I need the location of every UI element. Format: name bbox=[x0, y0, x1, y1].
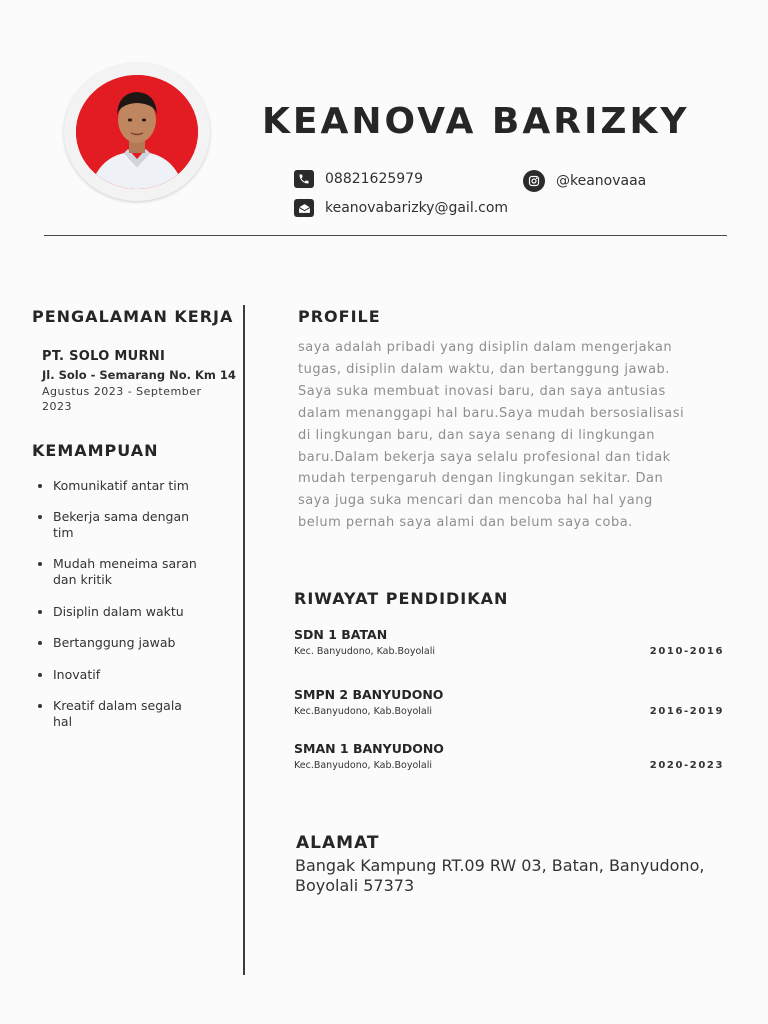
school-location: Kec.Banyudono, Kab.Boyolali bbox=[294, 760, 433, 771]
person-portrait-image bbox=[76, 75, 198, 189]
skill-text: Inovatif bbox=[53, 667, 101, 682]
skill-text: Bertanggung jawab bbox=[53, 635, 176, 650]
address-line: Boyolali 57373 bbox=[295, 875, 415, 895]
skill-text: Kreatif dalam segala bbox=[53, 698, 182, 713]
profile-photo-frame bbox=[64, 63, 210, 201]
skill-text: tim bbox=[53, 525, 74, 540]
profile-line: mudah terpengaruh dengan lingkungan sekitar. Dan bbox=[298, 471, 664, 487]
phone-contact bbox=[294, 170, 423, 188]
skill-text: Komunikatif antar tim bbox=[53, 478, 189, 493]
phone-number: 08821625979 bbox=[325, 171, 423, 187]
instagram-icon bbox=[523, 170, 545, 192]
skill-item bbox=[38, 635, 175, 651]
profile-line: saya adalah pribadi yang disiplin dalam mengerjakan bbox=[298, 340, 673, 355]
job-address: Jl. Solo - Semarang No. Km 14 bbox=[42, 368, 236, 382]
school-name: SMPN 2 BANYUDONO bbox=[294, 687, 444, 702]
address-text bbox=[295, 856, 735, 895]
profile-line: dalam menanggapi hal baru.Saya mudah bersosialisasi bbox=[298, 405, 685, 421]
instagram-handle: @keanovaaa bbox=[556, 173, 647, 189]
school-years: 2016-2019 bbox=[649, 706, 724, 717]
school-years: 2020-2023 bbox=[649, 760, 724, 771]
job-company: PT. SOLO MURNI bbox=[42, 349, 166, 364]
email-address: keanovabarizky@gail.com bbox=[325, 200, 509, 216]
mail-icon bbox=[294, 199, 314, 217]
phone-icon bbox=[294, 170, 314, 188]
skill-item bbox=[38, 478, 189, 494]
skill-text: hal bbox=[53, 714, 73, 729]
skills-heading: KEMAMPUAN bbox=[32, 441, 159, 460]
candidate-name: KEANOVA BARIZKY bbox=[262, 101, 690, 142]
experience-heading: PENGALAMAN KERJA bbox=[32, 307, 234, 326]
profile-text bbox=[298, 337, 728, 534]
column-divider bbox=[243, 305, 245, 975]
profile-line: tugas, disiplin dalam waktu, dan bertanggung jawab. bbox=[298, 361, 670, 377]
profile-line: Saya suka membuat inovasi baru, dan saya antusias bbox=[298, 383, 666, 399]
job-period-line: 2023 bbox=[42, 400, 72, 413]
skill-item bbox=[38, 604, 184, 620]
skill-item bbox=[38, 556, 197, 588]
profile-line: di lingkungan baru, dan saya senang di lingkungan bbox=[298, 427, 655, 443]
skill-text: dan kritik bbox=[53, 572, 112, 587]
address-heading: ALAMAT bbox=[296, 833, 380, 853]
profile-heading: PROFILE bbox=[298, 307, 381, 326]
header-divider bbox=[44, 235, 727, 236]
education-item bbox=[294, 627, 724, 657]
school-location: Kec. Banyudono, Kab.Boyolali bbox=[294, 646, 436, 657]
email-contact bbox=[294, 199, 508, 217]
skill-text: Disiplin dalam waktu bbox=[53, 604, 184, 619]
education-item bbox=[294, 741, 724, 771]
job-period bbox=[42, 384, 201, 414]
profile-photo bbox=[76, 75, 198, 189]
instagram-contact bbox=[523, 170, 646, 192]
profile-line: baru.Dalam bekerja saya selalu profesional dan tidak bbox=[298, 449, 671, 465]
skill-item bbox=[38, 698, 182, 730]
education-item bbox=[294, 687, 724, 717]
skill-text: Bekerja sama dengan bbox=[53, 509, 190, 524]
school-years: 2010-2016 bbox=[649, 646, 724, 657]
skill-text: Mudah meneima saran bbox=[53, 556, 197, 571]
address-line: Bangak Kampung RT.09 RW 03, Batan, Banyudono, bbox=[295, 856, 705, 875]
skill-item bbox=[38, 667, 100, 683]
job-period-line: Agustus 2023 - September bbox=[42, 385, 202, 398]
profile-line: belum pernah saya alami dan belum saya coba. bbox=[298, 515, 633, 531]
skill-item bbox=[38, 509, 189, 541]
profile-line: saya juga suka mencari dan mencoba hal hal yang bbox=[298, 493, 653, 509]
education-heading: RIWAYAT PENDIDIKAN bbox=[294, 589, 509, 608]
school-name: SMAN 1 BANYUDONO bbox=[294, 741, 444, 756]
school-location: Kec.Banyudono, Kab.Boyolali bbox=[294, 706, 433, 717]
school-name: SDN 1 BATAN bbox=[294, 627, 388, 642]
